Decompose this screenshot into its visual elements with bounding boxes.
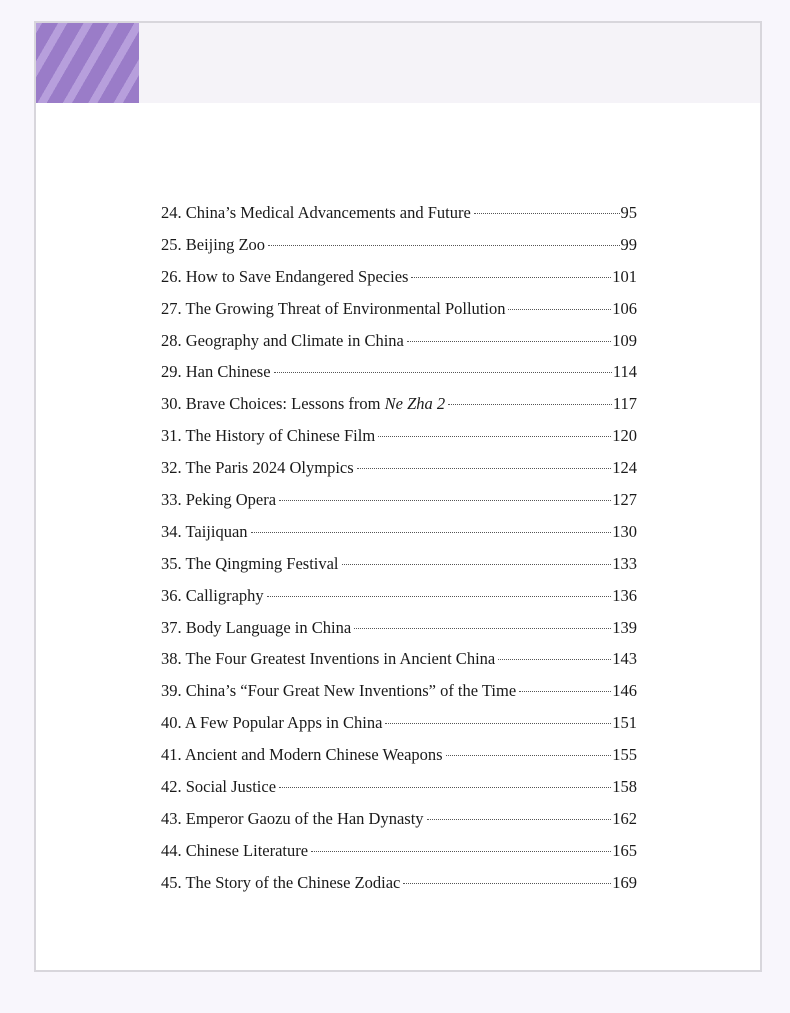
dot-leader	[274, 372, 612, 373]
toc-entry-page-number: 95	[620, 203, 637, 222]
toc-entry-title-text: 42. Social Justice	[161, 777, 277, 797]
toc-entry-page-number: 133	[612, 553, 637, 573]
toc-entry-page-number: 124	[612, 458, 637, 478]
toc-entry-page-number: 162	[612, 808, 637, 828]
toc-entry-title-text: 33. Peking Opera	[161, 490, 277, 510]
toc-entry-title	[161, 554, 339, 574]
toc-entry-title	[161, 490, 276, 510]
toc-entry-title-text: 41. Ancient and Modern Chinese Weapons	[161, 745, 443, 765]
toc-entry	[161, 618, 637, 650]
toc-entry-title	[161, 362, 271, 382]
toc-entry	[161, 745, 637, 777]
toc-entry	[161, 841, 637, 873]
toc-entry-page-number: 120	[612, 426, 637, 446]
toc-entry-title	[161, 458, 354, 478]
toc-entry-page-number: 169	[612, 872, 637, 892]
toc-entry-title-text: 44. Chinese Literature	[161, 840, 309, 860]
toc-entry	[161, 267, 637, 299]
toc-entry	[161, 362, 637, 394]
toc-entry-page-number: 109	[612, 330, 637, 350]
toc-entry-title	[161, 745, 443, 765]
toc-entry	[161, 873, 637, 905]
toc-entry	[161, 235, 637, 267]
toc-entry-page-number: 143	[612, 649, 637, 669]
toc-entry-title-text: 27. The Growing Threat of Environmental Pollution	[161, 298, 506, 318]
document-page	[34, 21, 762, 972]
toc-entry-title-italic: Ne Zha 2	[384, 394, 446, 414]
toc-entry-page-number: 106	[612, 298, 637, 318]
toc-entry-title	[161, 299, 505, 319]
toc-entry-title	[161, 873, 400, 893]
toc-entry-title	[161, 777, 276, 797]
toc-entry-page-number: 130	[612, 521, 637, 541]
dot-leader	[357, 468, 612, 469]
toc-entry-title-text: 28. Geography and Climate in China	[161, 330, 404, 350]
dot-leader	[446, 755, 612, 756]
toc-entry-title-text: 38. The Four Greatest Inventions in Ancient China	[161, 649, 496, 669]
dot-leader	[311, 851, 611, 852]
toc-entry	[161, 649, 637, 681]
toc-entry-title-text: 24. China’s Medical Advancements and Future	[161, 203, 471, 222]
toc-entry-title	[161, 586, 264, 606]
dot-leader	[508, 309, 611, 310]
toc-entry-title-text: 26. How to Save Endangered Species	[161, 266, 409, 286]
dot-leader	[279, 787, 611, 788]
toc-entry-title	[161, 331, 404, 351]
dot-leader	[378, 436, 611, 437]
decorative-corner-tile	[36, 23, 139, 103]
toc-entry-title-text: 31. The History of Chinese Film	[161, 426, 376, 446]
toc-entry	[161, 203, 637, 235]
toc-entry-page-number: 101	[612, 266, 637, 286]
dot-leader	[267, 596, 612, 597]
dot-leader	[354, 628, 611, 629]
toc-entry-title	[161, 426, 375, 446]
toc-entry-page-number: 158	[612, 777, 637, 797]
toc-entry-title	[161, 713, 382, 733]
toc-entry	[161, 681, 637, 713]
toc-entry-title	[161, 267, 408, 287]
toc-entry-page-number: 136	[612, 585, 637, 605]
toc-entry-page-number: 146	[612, 681, 637, 701]
toc-entry	[161, 713, 637, 745]
toc-entry-title-text: 40. A Few Popular Apps in China	[161, 713, 383, 733]
toc-entry-title	[161, 522, 248, 542]
toc-entry	[161, 299, 637, 331]
toc-entry	[161, 777, 637, 809]
dot-leader	[268, 245, 619, 246]
toc-entry-title-text: 29. Han Chinese	[161, 362, 271, 382]
toc-entry-page-number: 127	[612, 490, 637, 510]
toc-entry-title	[161, 203, 471, 223]
toc-entry-title-text: 43. Emperor Gaozu of the Han Dynasty	[161, 808, 424, 828]
toc-entry-title	[161, 841, 308, 861]
toc-entry-title	[161, 809, 424, 829]
toc-entry-title-text: 32. The Paris 2024 Olympics	[161, 458, 354, 478]
toc-entry-title-text: 39. China’s “Four Great New Inventions” of the Time	[161, 681, 517, 701]
dot-leader	[251, 532, 612, 533]
toc-entry-title	[161, 649, 495, 669]
toc-entry	[161, 586, 637, 618]
toc-entry	[161, 458, 637, 490]
toc-entry	[161, 331, 637, 363]
toc-entry-page-number: 99	[620, 234, 637, 254]
toc-entry-title-text: 30. Brave Choices: Lessons from	[161, 394, 385, 414]
dot-leader	[407, 341, 611, 342]
toc-entry-title-text: 36. Calligraphy	[161, 585, 264, 605]
toc-entry	[161, 522, 637, 554]
toc-entry-page-number: 139	[612, 617, 637, 637]
dot-leader	[403, 883, 611, 884]
dot-leader	[385, 723, 611, 724]
toc-entry	[161, 809, 637, 841]
toc-entry-title	[161, 618, 351, 638]
dot-leader	[448, 404, 612, 405]
toc-entry-page-number: 165	[612, 840, 637, 860]
toc-entry-page-number: 151	[612, 713, 637, 733]
dot-leader	[519, 691, 611, 692]
table-of-contents	[161, 203, 637, 905]
toc-entry-title-text: 37. Body Language in China	[161, 617, 352, 637]
dot-leader	[474, 213, 620, 214]
toc-entry-page-number: 114	[612, 362, 637, 382]
dot-leader	[498, 659, 611, 660]
toc-entry	[161, 426, 637, 458]
toc-entry-title	[161, 394, 445, 414]
toc-entry-title-text: 25. Beijing Zoo	[161, 234, 266, 254]
toc-entry-page-number: 117	[612, 394, 637, 414]
dot-leader	[411, 277, 611, 278]
toc-entry-page-number: 155	[612, 745, 637, 765]
toc-entry	[161, 394, 637, 426]
toc-entry-title	[161, 235, 265, 255]
header-band	[36, 23, 760, 103]
toc-entry	[161, 554, 637, 586]
toc-entry-title	[161, 681, 516, 701]
toc-entry-title-text: 45. The Story of the Chinese Zodiac	[161, 872, 401, 892]
toc-entry-title-text: 35. The Qingming Festival	[161, 553, 339, 573]
dot-leader	[427, 819, 612, 820]
dot-leader	[279, 500, 611, 501]
toc-entry-title-text: 34. Taijiquan	[161, 521, 248, 541]
toc-entry	[161, 490, 637, 522]
dot-leader	[342, 564, 612, 565]
